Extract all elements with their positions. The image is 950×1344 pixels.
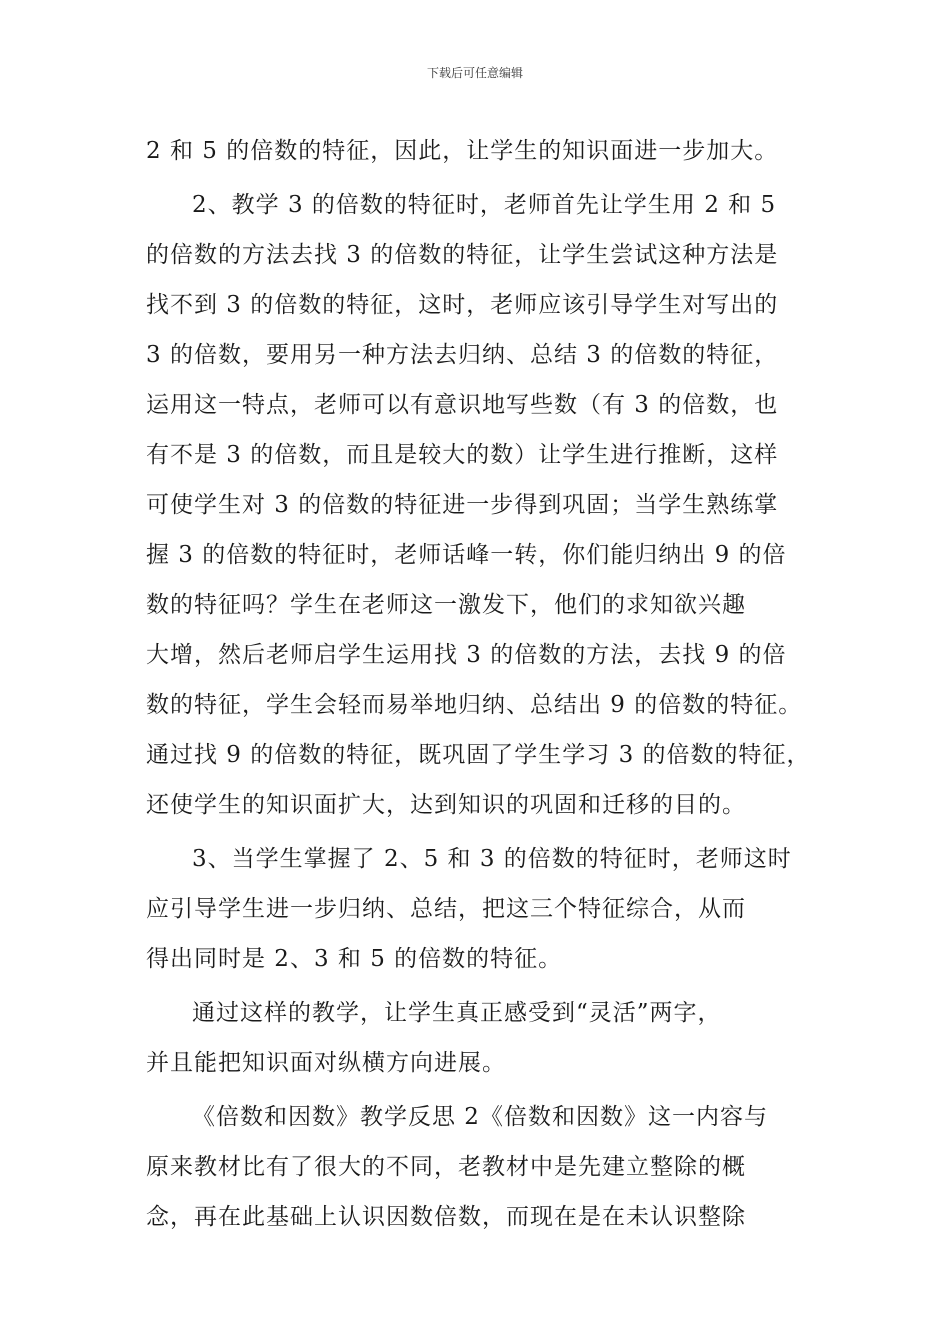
text-line: 有不是 3 的倍数，而且是较大的数）让学生进行推断，这样: [146, 442, 779, 468]
text-line: 念，再在此基础上认识因数倍数，而现在是在未认识整除: [146, 1204, 746, 1230]
text-line: 原来教材比有了很大的不同，老教材中是先建立整除的概: [146, 1154, 746, 1180]
text-line: 的倍数的方法去找 3 的倍数的特征，让学生尝试这种方法是: [146, 242, 779, 268]
text-line: 3 的倍数，要用另一种方法去归纳、总结 3 的倍数的特征，: [146, 342, 779, 368]
text-line: 数的特征吗？学生在老师这一激发下，他们的求知欲兴趣: [146, 592, 746, 618]
text-line: 大增，然后老师启学生运用找 3 的倍数的方法，去找 9 的倍: [146, 642, 787, 668]
text-line: 2 和 5 的倍数的特征，因此，让学生的知识面进一步加大。: [146, 138, 779, 164]
text-line: 通过找 9 的倍数的特征，既巩固了学生学习 3 的倍数的特征，: [146, 742, 811, 768]
page-header: 下载后可任意编辑: [426, 66, 523, 80]
text-line: 数的特征，学生会轻而易举地归纳、总结出 9 的倍数的特征。: [146, 692, 803, 718]
text-line: 找不到 3 的倍数的特征，这时，老师应该引导学生对写出的: [146, 292, 779, 318]
text-line: 运用这一特点，老师可以有意识地写些数（有 3 的倍数，也: [146, 392, 779, 418]
text-line: 3、当学生掌握了 2、5 和 3 的倍数的特征时，老师这时: [192, 846, 792, 872]
text-line: 并且能把知识面对纵横方向进展。: [146, 1050, 506, 1076]
text-line: 得出同时是 2、3 和 5 的倍数的特征。: [146, 946, 563, 972]
document-body: [146, 126, 826, 1242]
text-line: 可使学生对 3 的倍数的特征进一步得到巩固；当学生熟练掌: [146, 492, 779, 518]
text-line: 通过这样的教学，让学生真正感受到“灵活”两字，: [192, 1000, 722, 1026]
text-line: 2、教学 3 的倍数的特征时，老师首先让学生用 2 和 5: [192, 192, 777, 218]
text-line: 握 3 的倍数的特征时，老师话峰一转，你们能归纳出 9 的倍: [146, 542, 787, 568]
text-line: 应引导学生进一步归纳、总结，把这三个特征综合，从而: [146, 896, 746, 922]
text-line: 还使学生的知识面扩大，达到知识的巩固和迁移的目的。: [146, 792, 746, 818]
text-line: 《倍数和因数》教学反思 2《倍数和因数》这一内容与: [192, 1104, 768, 1130]
